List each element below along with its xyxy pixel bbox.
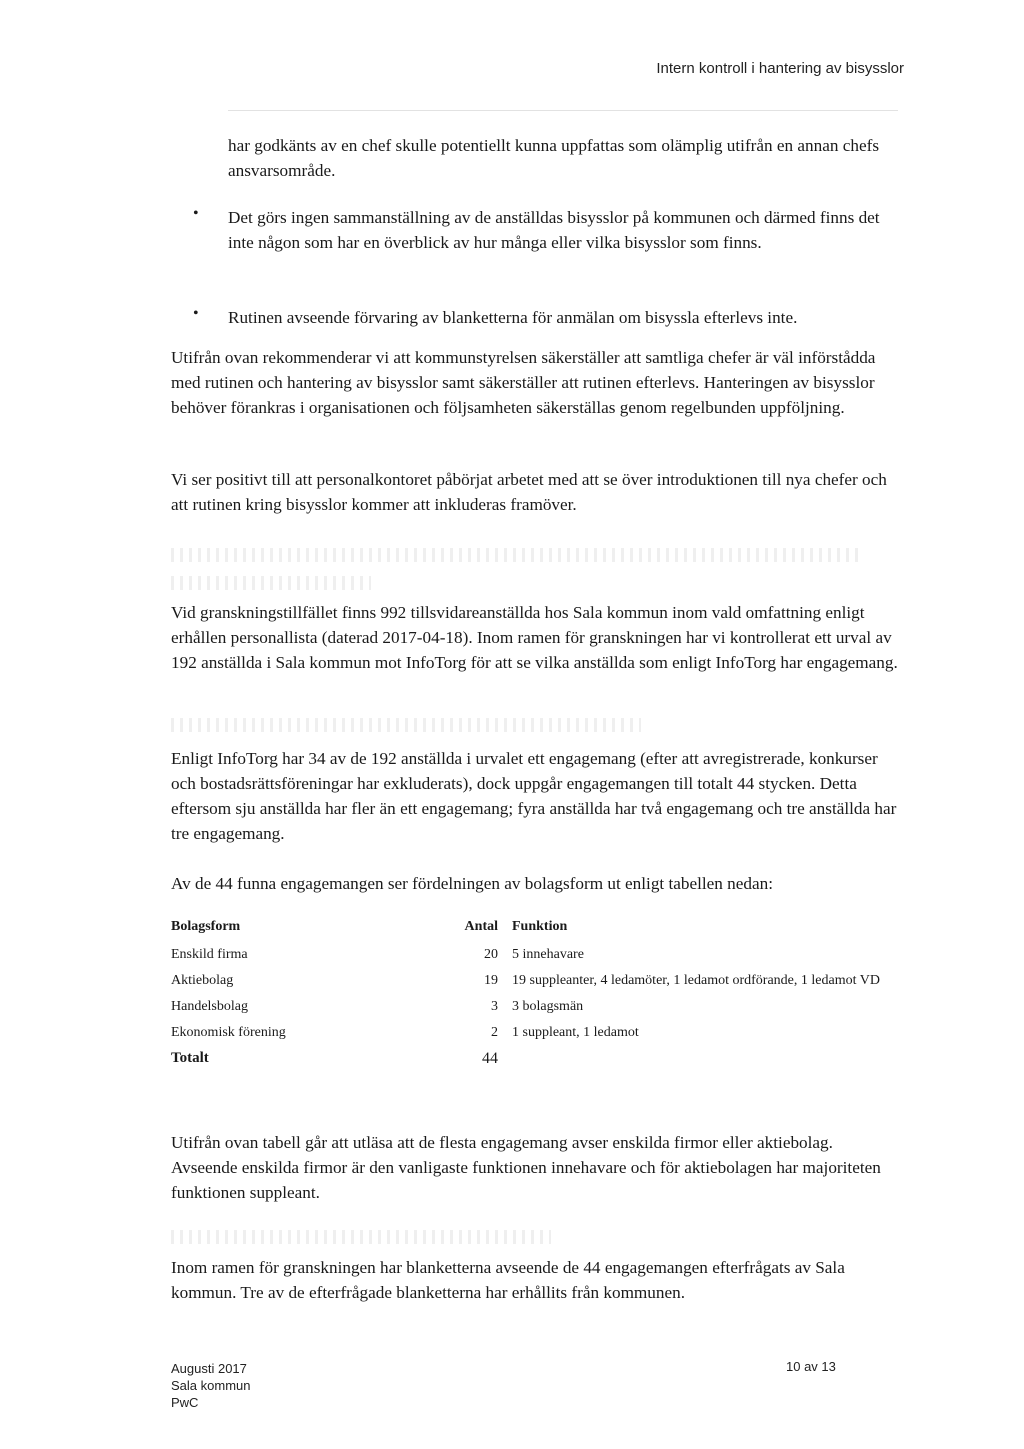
paragraph: Utifrån ovan tabell går att utläsa att de flesta engagemang avser enskilda firmor eller aktiebolag. Avseende enskilda firmor är den vanligaste funktionen innehavare och för aktiebolagen har majoriteten funktionen suppleant.	[171, 1133, 881, 1202]
cell-antal: 3	[491, 999, 498, 1014]
paragraph: Utifrån ovan rekommenderar vi att kommunstyrelsen säkerställer att samtliga chefer är väl införstådda med rutinen och hantering av bisysslor samt säkerställer att rutinen efterlevs. Hanteringen av bisysslor behöver förankras i organisationen och följsamheten säkerställas genom regelbunden uppföljning.	[171, 348, 876, 417]
table-total-row	[171, 1050, 898, 1076]
bullet-item: Det görs ingen sammanställning av de anställdas bisysslor på kommunen och därmed finns det inte någon som har en överblick av hur många eller vilka bisysslor som finns.	[228, 208, 880, 252]
cell-bolagsform: Handelsbolag	[171, 999, 248, 1014]
cell-bolagsform: Aktiebolag	[171, 973, 234, 988]
cell-funktion: 1 suppleant, 1 ledamot	[512, 1025, 639, 1040]
faded-heading-mark	[171, 1230, 551, 1244]
paragraph: Vi ser positivt till att personalkontoret påbörjat arbetet med att se över introduktionen till nya chefer och att rutinen kring bisysslor kommer att inkluderas framöver.	[171, 470, 887, 514]
total-antal: 44	[482, 1050, 498, 1067]
bullet-marker: •	[193, 205, 199, 222]
footer-date: Augusti 2017	[171, 1361, 247, 1376]
paragraph: Vid granskningstillfället finns 992 tillsvidareanställda hos Sala kommun inom vald omfattning enligt erhållen personallista (daterad 2017-04-18). Inom ramen för granskningen har vi kontrollerat ett urval av 192 anställda i Sala kommun mot InfoTorg för att se vilka anställda som enligt InfoTorg har engagemang.	[171, 603, 898, 672]
bullet-marker: •	[193, 305, 199, 322]
table-header-row	[171, 914, 898, 946]
cell-funktion: 5 innehavare	[512, 947, 584, 962]
paragraph: Av de 44 funna engagemangen ser fördelningen av bolagsform ut enligt tabellen nedan:	[171, 874, 773, 893]
cell-bolagsform: Ekonomisk förening	[171, 1025, 286, 1040]
faded-heading-mark	[171, 576, 371, 590]
bullet-item: Rutinen avseende förvaring av blanketterna för anmälan om bisyssla efterlevs inte.	[228, 308, 798, 327]
table-row	[171, 1024, 898, 1050]
header-divider	[228, 110, 898, 111]
column-header-bolagsform: Bolagsform	[171, 919, 241, 934]
column-header-funktion: Funktion	[512, 919, 568, 934]
document-title: Intern kontroll i hantering av bisysslor	[656, 60, 904, 77]
table-row	[171, 998, 898, 1024]
cell-antal: 2	[491, 1025, 498, 1040]
cell-bolagsform: Enskild firma	[171, 947, 248, 962]
table-row	[171, 946, 898, 972]
cell-antal: 20	[484, 947, 498, 962]
cell-funktion: 3 bolagsmän	[512, 999, 584, 1014]
engagement-table	[171, 914, 898, 1076]
faded-heading-mark	[171, 548, 861, 562]
bullet-continuation: har godkänts av en chef skulle potentiellt kunna uppfattas som olämplig utifrån en annan chefs ansvarsområde.	[228, 136, 880, 180]
cell-funktion: 19 suppleanter, 4 ledamöter, 1 ledamot ordförande, 1 ledamot VD	[512, 973, 880, 988]
table-row	[171, 972, 898, 998]
paragraph: Inom ramen för granskningen har blanketterna avseende de 44 engagemangen efterfrågats av Sala kommun. Tre av de efterfrågade blanketterna har erhållits från kommunen.	[171, 1258, 845, 1302]
footer-firm: PwC	[171, 1395, 199, 1410]
cell-antal: 19	[484, 973, 498, 988]
footer-organisation: Sala kommun	[171, 1378, 251, 1393]
total-funktion	[512, 1050, 898, 1076]
paragraph: Enligt InfoTorg har 34 av de 192 anställda i urvalet ett engagemang (efter att avregistrerade, konkurser och bostadsrättsföreningar har exkluderats), dock uppgår engagemangen till totalt 44 stycken. Detta eftersom sju anställda har fler än ett engagemang; fyra anställda har två engagemang och tre anställda har tre engagemang.	[171, 749, 897, 843]
total-label: Totalt	[171, 1050, 209, 1066]
column-header-antal: Antal	[464, 919, 498, 934]
faded-heading-mark	[171, 718, 641, 732]
page-number: 10 av 13	[786, 1359, 836, 1374]
page-footer-info	[171, 1360, 250, 1411]
